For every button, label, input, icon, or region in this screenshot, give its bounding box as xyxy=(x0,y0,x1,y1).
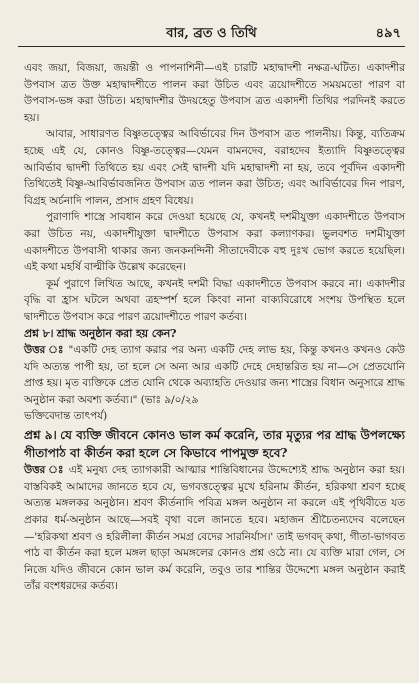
question-9 xyxy=(24,427,405,462)
page-number: ৪৯৭ xyxy=(375,26,401,41)
answer-8 xyxy=(24,342,405,408)
answer-8-label: উত্তর ঃ xyxy=(24,344,65,357)
answer-8-reference: (ভাঃ ৯/০/২৯ xyxy=(140,393,199,406)
page-body xyxy=(24,60,405,675)
question-8-text: শ্রাদ্ধ অনুষ্ঠান করা হয় কেন? xyxy=(56,326,177,340)
answer-9 xyxy=(24,462,405,595)
paragraph: এবং জয়া, বিজয়া, জয়ন্তী ও পাপনাশিনী—এই চারটি মহাদ্বাদশী নক্ষত্র-ঘটিত। একাদশীর উপবাস ত্রত উক্ত মহাদ্বাদশীতে পালন করা উচিত এবং ত্রয়োদশীতে সময়মতো পারণ বা উপবাস-ভঙ্গ করা উচিত। মহাদ্বাদশীর উদয়হেতু উপবাস ত্রত একাদশী তিথির পরদিনই করতে হয়। xyxy=(24,62,405,124)
paragraph: পুরাণাদি শাস্ত্রে সাবধান করে দেওয়া হয়েছে যে, কখনই দশমীযুক্তা একাদশীতে উপবাস করা উচিত নয়, একাদশীযুক্তা দ্বাদশীতে উপবাস করা কল্যাণকর। ভুলবশত দশমীযুক্তা একাদশীতে উপবাসী থাকার জন্য জনকনন্দিনী সীতাদেবীকে বহু দুঃখ ভোগ করতে হয়েছিল। এই কথা মহর্ষি বাল্মীকি উল্লেখ করেছেন। xyxy=(24,211,405,274)
question-9-label: প্রশ্ন ৯। xyxy=(24,428,57,443)
paragraph: আবার, সাধারণত বিষ্ণুতত্ত্বের আবির্ভাবের দিন উপবাস ত্রত পালনীয়। কিন্তু, ব্যতিক্রম হচ্ছে এই যে, কোনও বিষ্ণু-তত্ত্বের—যেমন বামনদেব, বরাহদেব ইত্যাদি বিষ্ণুতত্ত্বের আবির্ভাব দ্বাদশী তিথিতে হয় এবং সেই দ্বাদশী যদি মহাদ্বাদশী না হয়, তবে পূর্বদিন একাদশী তিথিতেই বিষ্ণু-আবির্ভাবজনিত উপবাস ত্রত পালন করা উচিত; এবং আবির্ভাবের দিন পারণ, বিগ্রহ অর্চনাদি পালন, প্রসাদ গ্রহণ বিধেয়। xyxy=(24,128,405,207)
question-8 xyxy=(24,326,405,343)
answer-9-text: এই মনুষ্য দেহ ত্যাগকারী আত্মার শান্তিবিধানের উদ্দেশ্যেই শ্রাদ্ধ অনুষ্ঠান করা হয়। বাস্তবিকই আমাদের জানতে হবে যে, ভগবত্তত্ত্বের মুখে হরিনাম কীর্তন, হরিকথা শ্রবণ হচ্ছে অত্যন্ত মঙ্গলকর অনুষ্ঠান। শ্রবণ কীর্তনাদি পবিত্র মঙ্গল অনুষ্ঠান না করলে এই পৃথিবীতে যত প্রকার ধর্ম-অনুষ্ঠান আছে—সবই বৃথা বলে জানতে হবে। মহাজন শ্রীচৈতন্যদেব বলেছেন—'হরিকথা শ্রবণ ও হরিলীলা কীর্তন সমগ্র বেদের সারনির্যাস।' তাই ভগবদ্ কথা, গীতা-ভাগবত পাঠ বা কীর্তন করা হলে মঙ্গল ছাড়া অমঙ্গলের কোনও প্রশ্ন ওঠে না। যে ব্যক্তি মারা গেল, সে নিজে যদিও জীবনে কোন ভাল কর্ম করেনি, তবুও তার শান্তির উদ্দেশ্যে মঙ্গল অনুষ্ঠান করাই তাঁর বংশধরদের কর্তব্য। xyxy=(24,464,405,593)
answer-8-reference-tail: ভক্তিবেদান্ত তাৎপর্য) xyxy=(24,410,108,423)
answer-8-text: "একটি দেহ ত্যাগ করার পর অন্য একটি দেহ লাভ হয়, কিন্তু কখনও কখনও কেউ যদি অত্যন্ত পাপী হয়, তা হলে সে অন্য আর একটি দেহে দেহান্তরিত হয় না—সে প্রেতযোনি প্রাপ্ত হয়। মৃত ব্যক্তিকে প্রেত যোনি থেকে অব্যাহতি দেওয়ার জন্য শাস্ত্রের বিধান অনুসারে শ্রাদ্ধ অনুষ্ঠান করা অবশ্য কর্তব্য।" xyxy=(24,344,405,406)
question-9-text: যে ব্যক্তি জীবনে কোনও ভাল কর্ম করেনি, তার মৃত্যুর পর শ্রাদ্ধ উপলক্ষ্যে গীতাপাঠ বা কীর্তন করা হলে সে কিভাবে পাপমুক্ত হবে? xyxy=(24,428,405,460)
answer-9-label: উত্তর ঃ xyxy=(24,464,65,477)
paragraph: কূর্ম পুরাণে লিখিত আছে, কখনই দশমী বিদ্ধা একাদশীতে উপবাস করবে না। একাদশীর বৃদ্ধি বা হ্রাস ঘটলে অথবা ত্রহস্পর্শ হলে কিংবা নানা বাক্যবিরোধে সংশয় উপস্থিত হলে দ্বাদশীতে উপবাস করে পারণ ত্রয়োদশীতে পারণ কর্তব্য। xyxy=(24,277,405,323)
question-8-label: প্রশ্ন ৮। xyxy=(24,326,54,340)
running-title: বার, ব্রত ও তিথি xyxy=(166,26,257,41)
page-header xyxy=(18,20,405,47)
